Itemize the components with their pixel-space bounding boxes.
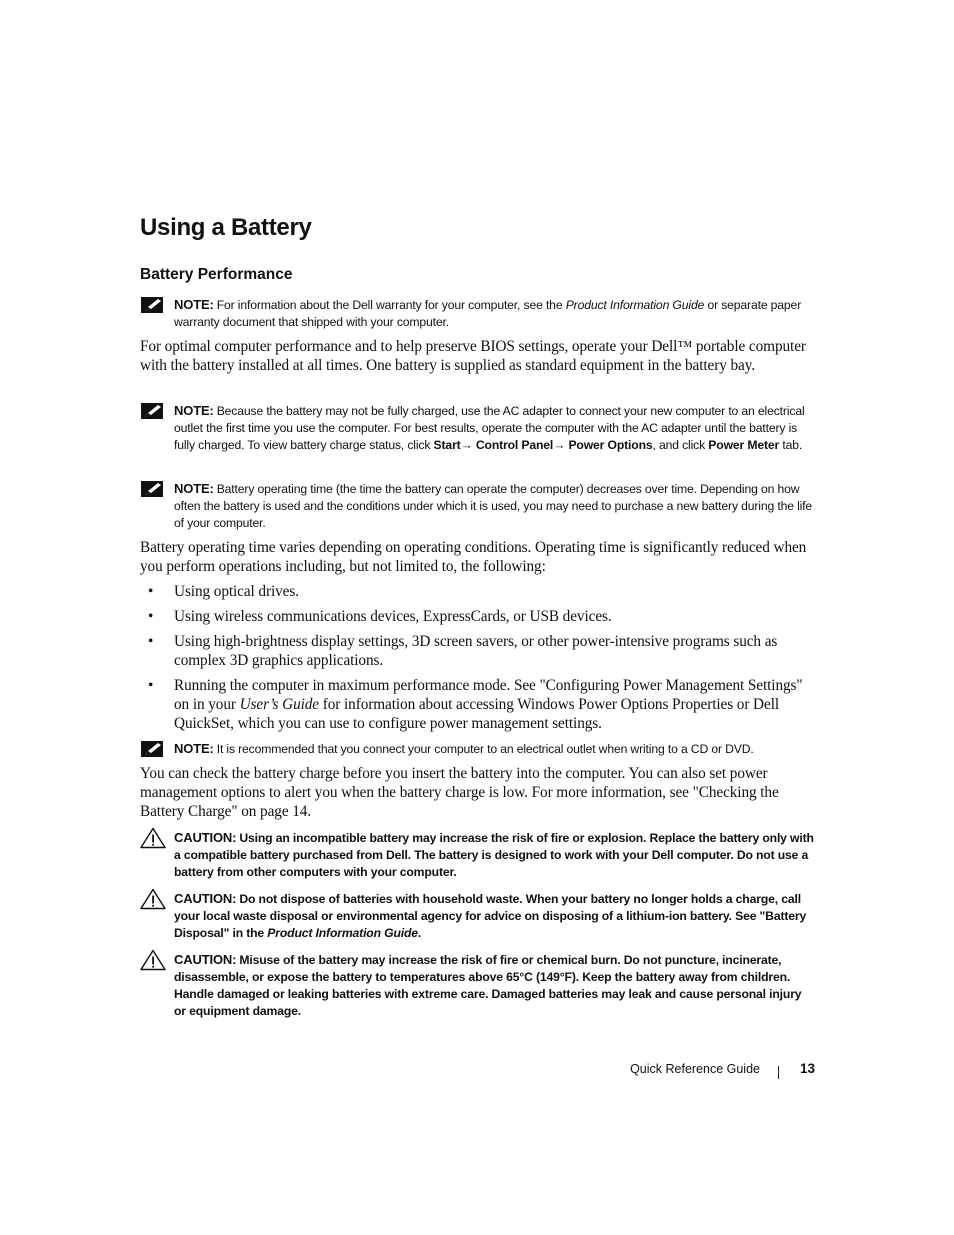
note-pencil-icon bbox=[140, 740, 168, 758]
power-meter-ref: Power Meter bbox=[708, 438, 780, 452]
footer-divider bbox=[778, 1066, 779, 1079]
list-item: • Using high-brightness display settings, 3D screen savers, or other power-intensive programs such as complex 3D graphics applications. bbox=[148, 633, 778, 669]
caution-misuse: CAUTION: Misuse of the battery may increase the risk of fire or chemical burn. Do not puncture, incinerate, disassemble, or expose the battery to temperatures above 65°C (149°F). Keep the battery away from children. Handle damaged or leaking batteries with extreme care. Damaged batteries may leak and cause personal injury or equipment damage. bbox=[140, 951, 815, 1020]
note-pencil-icon bbox=[140, 480, 168, 498]
note-label: NOTE: bbox=[174, 741, 214, 756]
caution-label: CAUTION: bbox=[174, 830, 237, 845]
caution-disposal: CAUTION: Do not dispose of batteries with household waste. When your battery no longer holds a charge, call your local waste disposal or environmental agency for advice on disposing of a lithium-ion battery. See "Battery Disposal" in the Product Information Guide. bbox=[140, 890, 815, 942]
page-title: Using a Battery bbox=[140, 214, 312, 241]
product-info-guide-ref: Product Information Guide bbox=[565, 298, 705, 312]
page-number: 13 bbox=[799, 1061, 815, 1076]
note-pencil-icon bbox=[140, 402, 168, 420]
bullet-icon: • bbox=[148, 677, 154, 694]
caution-warning-icon bbox=[140, 827, 168, 849]
paragraph-operating-conditions: Battery operating time varies depending on operating conditions. Operating time is significantly reduced when you perform operations including, but not limited to, the following: bbox=[140, 539, 807, 575]
bullet-icon: • bbox=[148, 608, 154, 625]
footer-guide-title: Quick Reference Guide bbox=[630, 1062, 760, 1076]
note-cd-dvd: NOTE: It is recommended that you connect your computer to an electrical outlet when writing to a CD or DVD. bbox=[140, 740, 815, 758]
note-label: NOTE: bbox=[174, 481, 214, 496]
list-item: • Running the computer in maximum performance mode. See "Configuring Power Management Settings" on in your User’s Guide for information about accessing Windows Power Options Properties or Dell QuickSet, which you can use to configure power management settings. bbox=[148, 677, 803, 732]
paragraph-optimal-performance: For optimal computer performance and to help preserve BIOS settings, operate your Dell™ portable computer with the battery installed at all times. One battery is supplied as standard equipment in the battery bay. bbox=[140, 338, 806, 374]
list-item: • Using wireless communications devices, ExpressCards, or USB devices. bbox=[148, 608, 612, 625]
caution-incompatible-battery: CAUTION: Using an incompatible battery may increase the risk of fire or explosion. Replace the battery only with a compatible battery purchased from Dell. The battery is designed to work with your Dell computer. Do not use a battery from other computers with your computer. bbox=[140, 829, 815, 881]
note-label: NOTE: bbox=[174, 297, 214, 312]
section-heading: Battery Performance bbox=[140, 266, 293, 283]
note-ac-adapter: NOTE: Because the battery may not be fully charged, use the AC adapter to connect your new computer to an electrical outlet the first time you use the computer. For best results, operate the computer with the AC adapter until the battery is fully charged. To view battery charge status, click Start→ Control Panel→ Power Options, and click Power Meter tab. bbox=[140, 402, 815, 454]
caution-warning-icon bbox=[140, 949, 168, 971]
product-info-guide-ref: Product Information Guide bbox=[267, 926, 418, 940]
paragraph-check-charge: You can check the battery charge before you insert the battery into the computer. You can also set power management options to alert you when the battery charge is low. For more information, see "Checking the Battery Charge" on page 14. bbox=[140, 765, 779, 820]
caution-label: CAUTION: bbox=[174, 891, 237, 906]
note-warranty: NOTE: For information about the Dell warranty for your computer, see the Product Information Guide or separate paper warranty document that shipped with your computer. bbox=[140, 296, 815, 331]
page-footer bbox=[560, 1061, 815, 1081]
power-options-ref: Power Options bbox=[568, 438, 653, 452]
note-operating-time: NOTE: Battery operating time (the time the battery can operate the computer) decreases over time. Depending on how often the battery is used and the conditions under which it is used, you may need to purchase a new battery during the life of your computer. bbox=[140, 480, 815, 532]
start-menu-ref: Start bbox=[433, 438, 461, 452]
caution-warning-icon bbox=[140, 888, 168, 910]
caution-label: CAUTION: bbox=[174, 952, 237, 967]
bullet-icon: • bbox=[148, 583, 154, 600]
list-item: • Using optical drives. bbox=[148, 583, 299, 600]
users-guide-ref: User’s Guide bbox=[239, 696, 320, 713]
note-label: NOTE: bbox=[174, 403, 214, 418]
control-panel-ref: Control Panel bbox=[475, 438, 554, 452]
note-pencil-icon bbox=[140, 296, 168, 314]
bullet-icon: • bbox=[148, 633, 154, 650]
